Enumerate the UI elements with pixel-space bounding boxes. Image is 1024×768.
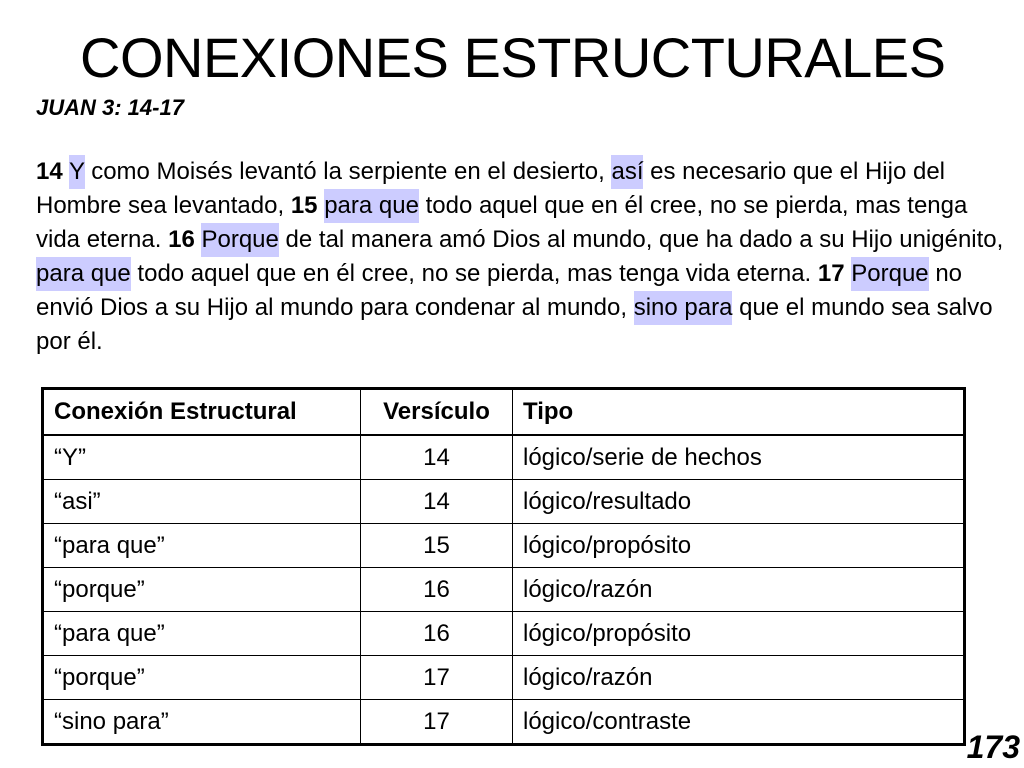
connector-highlight: así — [611, 155, 643, 189]
cell-versiculo: 16 — [361, 612, 513, 656]
connector-highlight: Y — [69, 155, 85, 189]
table-row — [43, 612, 965, 656]
connector-highlight: sino para — [634, 291, 733, 325]
cell-tipo: lógico/serie de hechos — [513, 435, 965, 480]
slide-title: CONEXIONES ESTRUCTURALES — [80, 26, 946, 89]
scripture-passage — [36, 155, 1011, 359]
cell-versiculo: 16 — [361, 568, 513, 612]
passage-text: de tal manera amó Dios al mundo, que ha dado a su Hijo unigénito, — [285, 226, 1004, 253]
connector-highlight: Porque — [851, 257, 928, 291]
cell-versiculo: 14 — [361, 435, 513, 480]
cell-conexion: “Y” — [43, 435, 361, 480]
passage-text: todo aquel que en él cree, no se pierda, mas tenga vida eterna. — [36, 192, 968, 253]
connector-highlight: para que — [324, 189, 419, 223]
table-row — [43, 656, 965, 700]
passage-text: es necesario que el Hijo del Hombre sea levantado, — [36, 158, 945, 219]
passage-text: todo aquel que en él cree, no se pierda, mas tenga vida eterna. — [137, 260, 812, 287]
cell-tipo: lógico/propósito — [513, 612, 965, 656]
table-row — [43, 435, 965, 480]
cell-conexion: “para que” — [43, 524, 361, 568]
cell-conexion: “porque” — [43, 568, 361, 612]
cell-tipo: lógico/razón — [513, 656, 965, 700]
connections-table — [41, 387, 966, 746]
passage-text: que el mundo sea salvo por él. — [36, 294, 993, 355]
cell-conexion: “sino para” — [43, 700, 361, 745]
cell-versiculo: 17 — [361, 656, 513, 700]
connector-highlight: Porque — [201, 223, 278, 257]
cell-versiculo: 15 — [361, 524, 513, 568]
header-conexion: Conexión Estructural — [43, 389, 361, 436]
scripture-reference: JUAN 3: 14-17 — [36, 95, 184, 120]
verse-number: 16 — [168, 226, 195, 253]
cell-tipo: lógico/contraste — [513, 700, 965, 745]
cell-versiculo: 14 — [361, 480, 513, 524]
page-number: 173 — [966, 729, 1020, 765]
verse-number: 17 — [817, 260, 845, 287]
cell-conexion: “asi” — [43, 480, 361, 524]
table-header-row — [43, 389, 965, 436]
passage-text: no envió Dios a su Hijo al mundo para condenar al mundo, — [36, 260, 963, 321]
table-row — [43, 524, 965, 568]
verse-number: 15 — [290, 192, 318, 219]
verse-number: 14 — [36, 158, 63, 185]
cell-tipo: lógico/razón — [513, 568, 965, 612]
header-tipo: Tipo — [513, 389, 965, 436]
table-row — [43, 700, 965, 745]
cell-conexion: “para que” — [43, 612, 361, 656]
connector-highlight: para que — [36, 257, 131, 291]
cell-tipo: lógico/resultado — [513, 480, 965, 524]
cell-versiculo: 17 — [361, 700, 513, 745]
table-row — [43, 480, 965, 524]
cell-conexion: “porque” — [43, 656, 361, 700]
header-versiculo: Versículo — [361, 389, 513, 436]
cell-tipo: lógico/propósito — [513, 524, 965, 568]
table-row — [43, 568, 965, 612]
passage-text: como Moisés levantó la serpiente en el desierto, — [91, 158, 605, 185]
